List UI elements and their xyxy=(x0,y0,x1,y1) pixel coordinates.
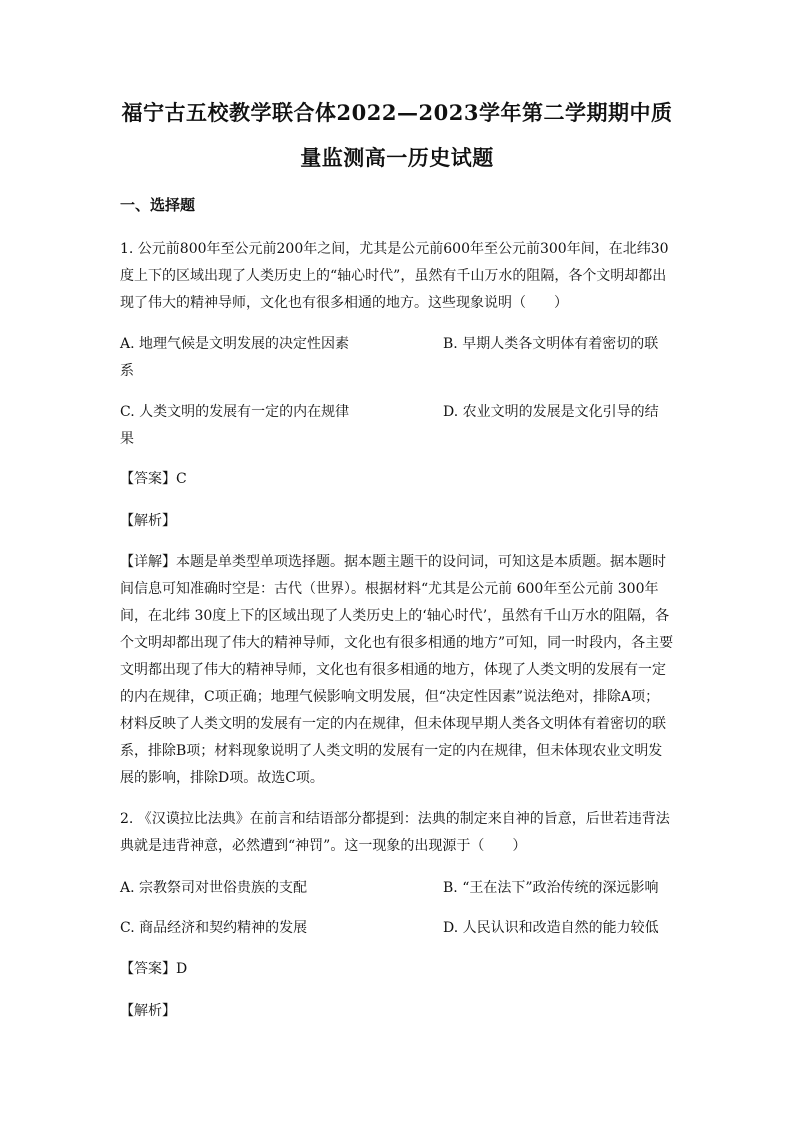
q2-answer: 【答案】D xyxy=(120,961,188,977)
q1-explanation-line: 间信息可知准确时空是：古代（世界）。根据材料“尤其是公元前 600年至公元前 300年 xyxy=(120,581,659,597)
q1-explanation-line: 的内在规律，C项正确；地理气候影响文明发展，但“决定性因素”说法绝对，排除A项； xyxy=(120,689,660,705)
q1-explanation-line: 【详解】本题是单类型单项选择题。据本题主题干的设问词，可知这是本质题。据本题时 xyxy=(120,554,666,570)
q1-option-d: D. 农业文明的发展是文化引导的结 xyxy=(443,404,659,420)
q1-option-b: B. 早期人类各文明体有着密切的联 xyxy=(443,336,659,352)
q1-answer: 【答案】C xyxy=(120,471,187,487)
q2-option-d: D. 人民认识和改造自然的能力较低 xyxy=(443,920,659,936)
q1-stem-line-1: 1. 公元前800年至公元前200年之间，尤其是公元前600年至公元前300年间，在北纬30 xyxy=(120,241,669,257)
q2-stem-line-2: 典就是违背神意，必然遭到“神罚”。这一现象的出现源于（ ） xyxy=(120,838,527,854)
q1-stem-line-3: 现了伟大的精神导师，文化也有很多相通的地方。这些现象说明（ ） xyxy=(120,295,568,311)
q1-explanation-line: 系，排除B项；材料现象说明了人类文明的发展有一定的内在规律，但未体现农业文明发 xyxy=(120,743,663,759)
q2-option-b: B. “王在法下”政治传统的深远影响 xyxy=(443,880,659,896)
q1-option-c: C. 人类文明的发展有一定的内在规律 xyxy=(120,404,350,420)
q2-analysis-label: 【解析】 xyxy=(120,1003,176,1019)
q1-option-b-wrap: 系 xyxy=(120,363,134,379)
q1-stem-line-2: 度上下的区域出现了人类历史上的“轴心时代”，虽然有千山万水的阻隔，各个文明却都出 xyxy=(120,268,667,284)
q1-explanation-line: 材料反映了人类文明的发展有一定的内在规律，但未体现早期人类各文明体有着密切的联 xyxy=(120,716,666,732)
q2-option-a: A. 宗教祭司对世俗贵族的支配 xyxy=(120,880,308,896)
q2-option-c: C. 商品经济和契约精神的发展 xyxy=(120,920,308,936)
q1-explanation-line: 文明都出现了伟大的精神导师，文化也有很多相通的地方，体现了人类文明的发展有一定 xyxy=(120,662,666,678)
q1-option-a: A. 地理气候是文明发展的决定性因素 xyxy=(120,336,350,352)
q1-analysis-label: 【解析】 xyxy=(120,513,176,529)
q1-explanation-line: 间，在北纬 30度上下的区域出现了人类历史上的‘轴心时代’，虽然有千山万水的阻隔，各 xyxy=(120,608,670,624)
q1-explanation-line: 个文明却都出现了伟大的精神导师，文化也有很多相通的地方”可知，同一时段内，各主要 xyxy=(120,635,674,651)
q2-stem-line-1: 2. 《汉谟拉比法典》在前言和结语部分都提到：法典的制定来自神的旨意，后世若违背法 xyxy=(120,811,670,827)
doc-title-line-1: 福宁古五校教学联合体2022—2023学年第二学期期中质 xyxy=(121,100,673,125)
doc-title-line-2: 量监测高一历史试题 xyxy=(300,145,494,170)
q1-explanation-line: 展的影响，排除D项。故选C项。 xyxy=(120,770,324,786)
q1-option-d-wrap: 果 xyxy=(120,431,134,447)
section-heading: 一、选择题 xyxy=(120,196,196,214)
